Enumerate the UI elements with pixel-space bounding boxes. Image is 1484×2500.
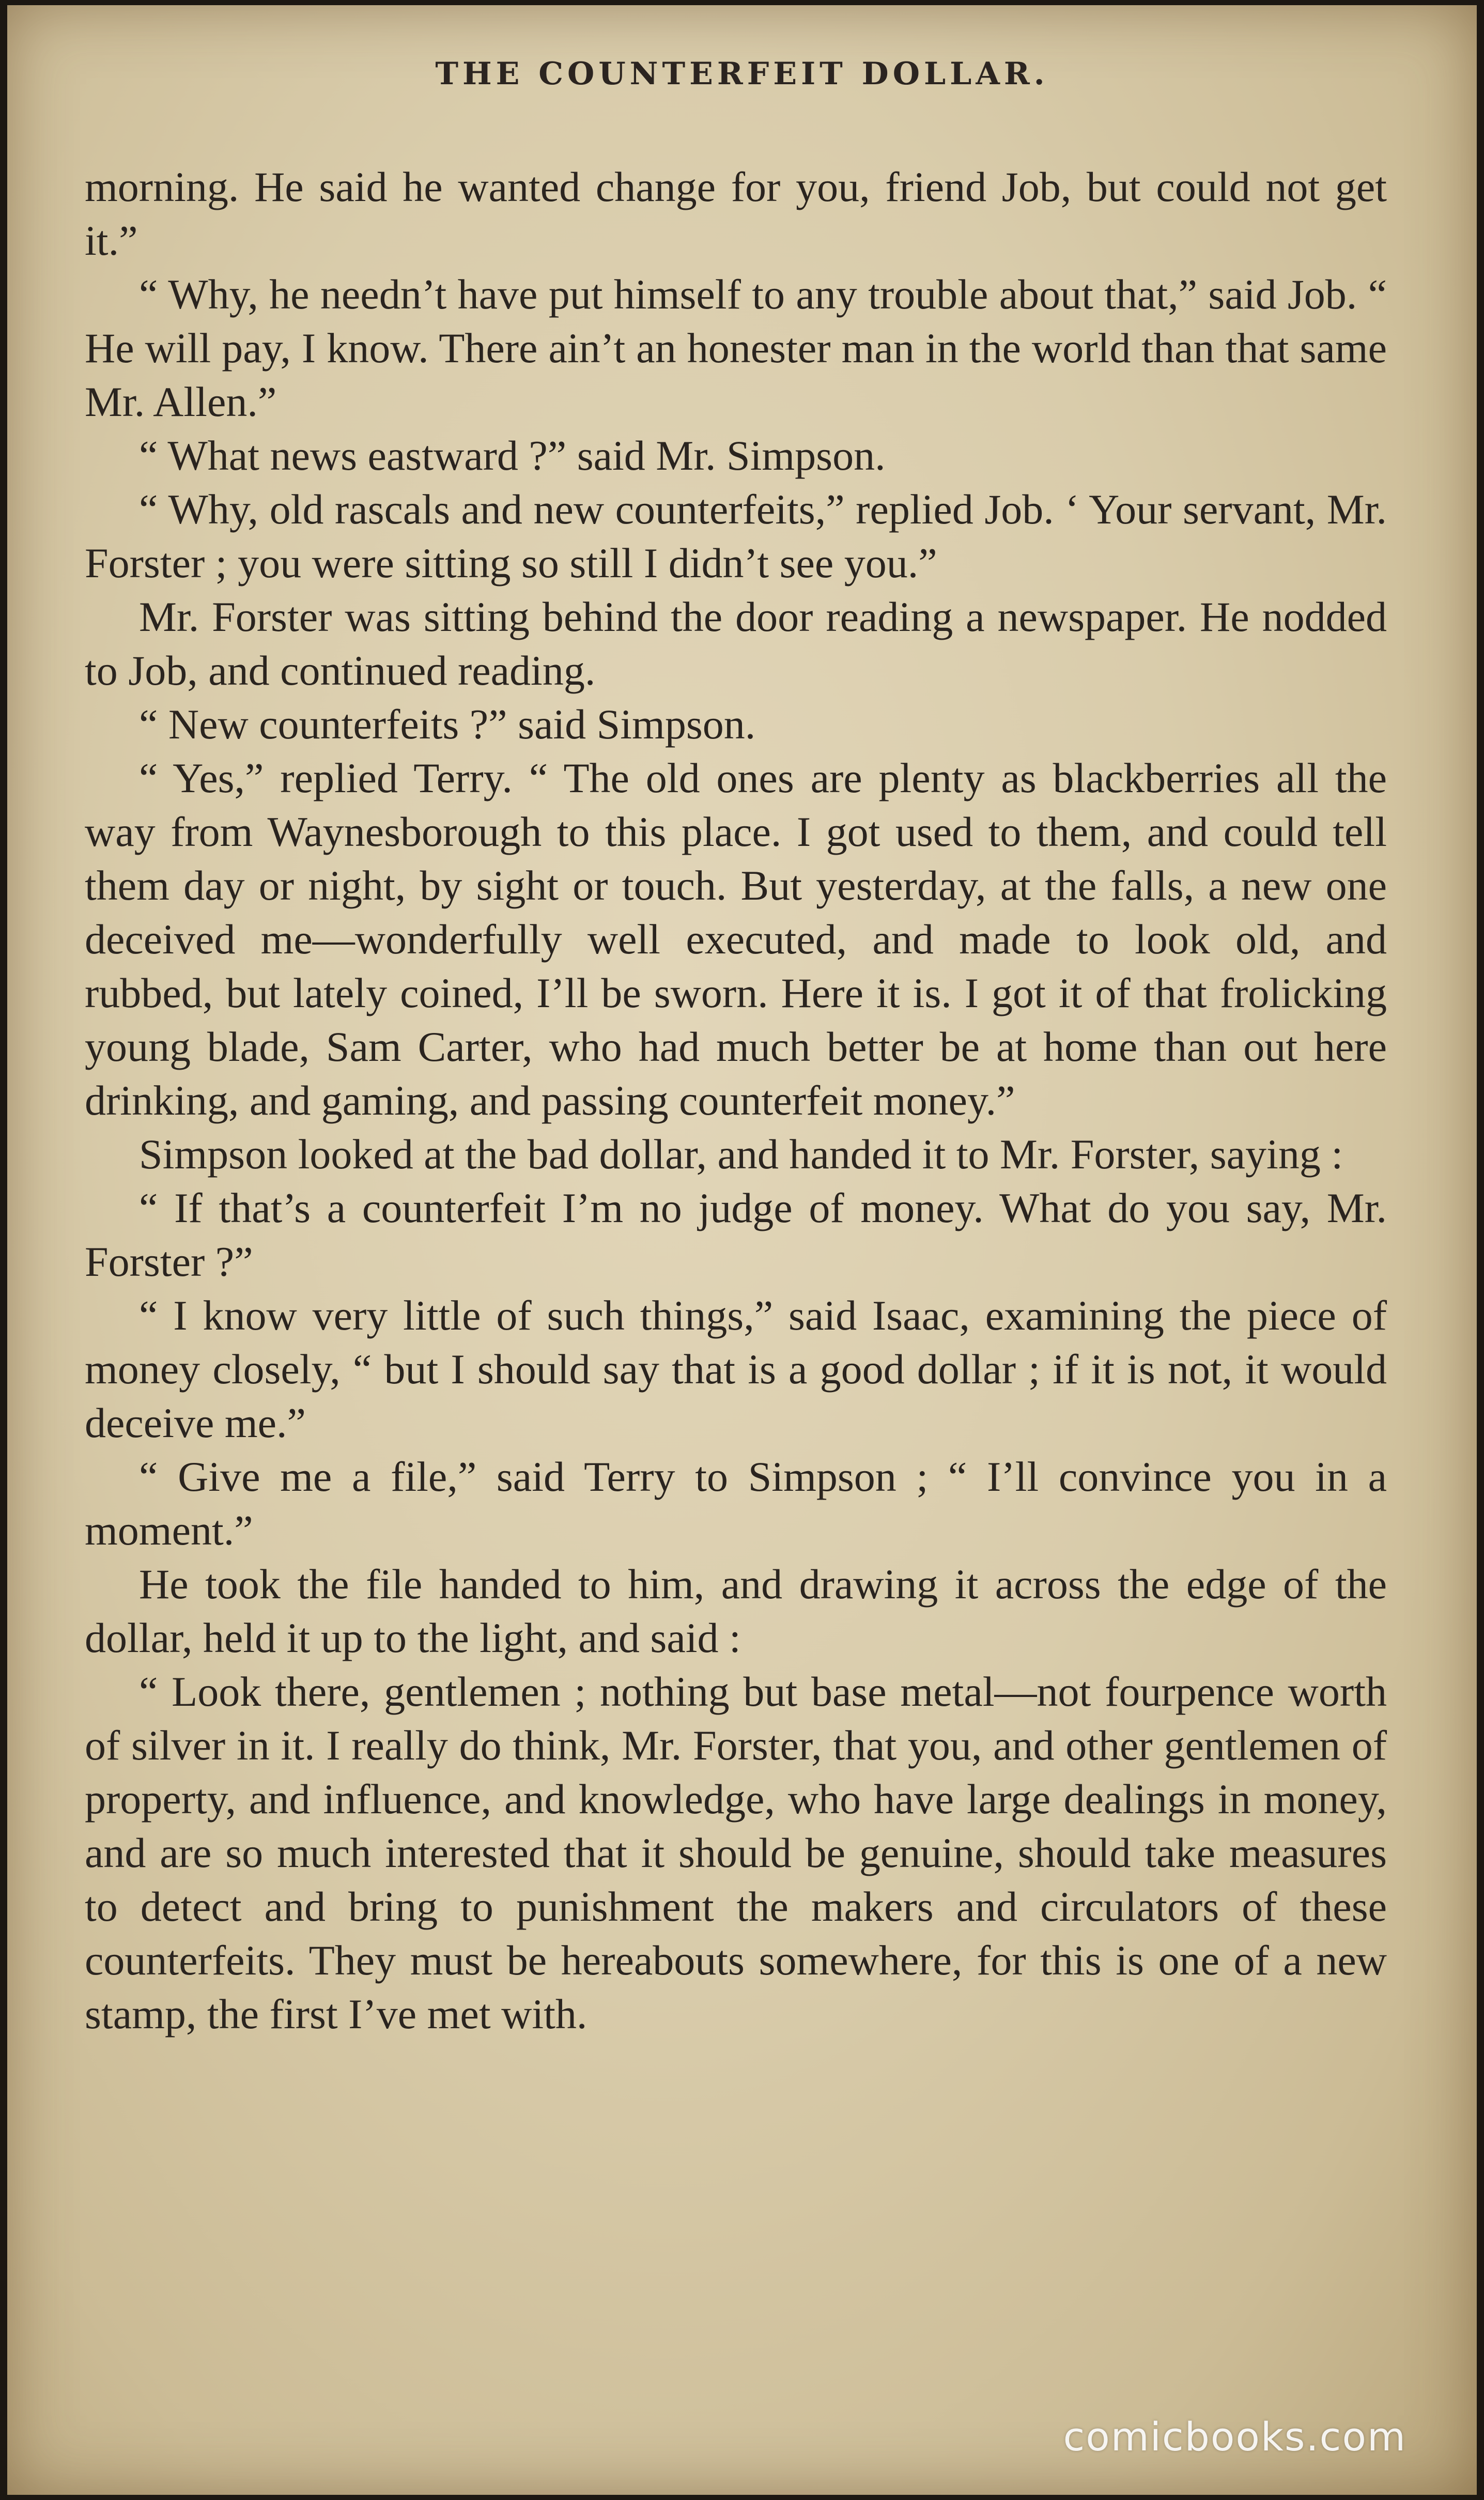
paragraph: “ Why, old rascals and new counterfeits,” replied Job. ‘ Your servant, Mr. Forster ; you were sitting so still I didn’t see you.” xyxy=(85,486,1387,587)
paragraph: “ What news eastward ?” said Mr. Simpson. xyxy=(139,432,886,479)
paragraph: Simpson looked at the bad dollar, and handed it to Mr. Forster, saying : xyxy=(139,1131,1343,1178)
paragraph: “ If that’s a counterfeit I’m no judge of money. What do you say, Mr. Forster ?” xyxy=(85,1184,1387,1285)
body-text xyxy=(85,160,1387,2041)
paragraph: He took the file handed to him, and drawing it across the edge of the dollar, held it up to the light, and said : xyxy=(85,1561,1387,1661)
running-head: THE COUNTERFEIT DOLLAR. xyxy=(435,56,1049,92)
paragraph: Mr. Forster was sitting behind the door reading a newspaper. He nodded to Job, and continued reading. xyxy=(85,593,1387,694)
paragraph: “ Give me a file,” said Terry to Simpson ; “ I’ll convince you in a moment.” xyxy=(85,1453,1387,1554)
paragraph: “ New counterfeits ?” said Simpson. xyxy=(139,701,756,748)
book-page xyxy=(7,5,1477,2495)
paragraph: morning. He said he wanted change for you, friend Job, but could not get it.” xyxy=(85,163,1387,264)
paragraph: “ Look there, gentlemen ; nothing but base metal—not fourpence worth of silver in it. I really do think, Mr. Forster, that you, and other gentlemen of property, and influence, and knowledge, who have large dealings in money, and are so much interested that it should be genuine, should take measures to detect and bring to punishment the makers and circulators of these counterfeits. They must be hereabouts somewhere, for this is one of a new stamp, the first I’ve met with. xyxy=(85,1668,1387,2038)
watermark: comicbooks.com xyxy=(1063,2414,1406,2460)
paragraph: “ I know very little of such things,” said Isaac, examining the piece of money closely, “ but I should say that is a good dollar ; if it is not, it would deceive me.” xyxy=(85,1292,1387,1446)
paragraph: “ Why, he needn’t have put himself to any trouble about that,” said Job. “ He will pay, I know. There ain’t an honester man in the world than that same Mr. Allen.” xyxy=(85,271,1387,425)
paragraph: “ Yes,” replied Terry. “ The old ones are plenty as blackberries all the way from Waynesborough to this place. I got used to them, and could tell them day or night, by sight or touch. But yesterday, at the falls, a new one deceived me—wonderfully well executed, and made to look old, and rubbed, but lately coined, I’ll be sworn. Here it is. I got it of that frolicking young blade, Sam Carter, who had much better be at home than out here drinking, and gaming, and passing counterfeit money.” xyxy=(85,754,1387,1124)
